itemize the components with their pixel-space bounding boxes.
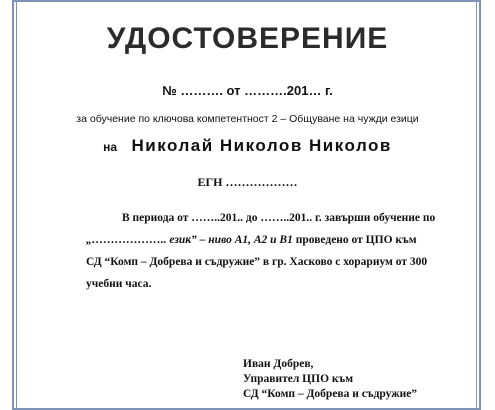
body-line-4: учебни часа. xyxy=(86,278,152,290)
body-line-2 xyxy=(86,229,416,251)
signatory-company: СД “Комп – Добрева и съдружие” xyxy=(243,388,418,400)
page-border-inner xyxy=(16,0,477,410)
signature-block xyxy=(243,357,463,402)
signatory-name: Иван Добрев, xyxy=(243,358,314,370)
egn-line: ЕГН ……………… xyxy=(197,175,298,189)
body-line-3: СД “Комп – Добрева и съдружие” в гр. Хасково с хорариум от 300 xyxy=(86,256,428,268)
signatory-position: Управител ЦПО към xyxy=(243,373,354,385)
recipient-line xyxy=(0,136,495,156)
certificate-number-line: № ………. от ……….201… г. xyxy=(162,83,333,98)
certificate-title: УДОСТОВЕРЕНИЕ xyxy=(106,22,389,55)
recipient-prefix: на xyxy=(103,140,118,154)
body-line-1: В периода от ……..201.. до ……..201.. г. завърши обучение по xyxy=(122,212,436,224)
certificate-body xyxy=(86,207,436,295)
body-line-2-language: „……………….. език” – xyxy=(86,234,209,246)
recipient-name: Николай Николов Николов xyxy=(131,136,392,155)
body-line-2-rest: проведено от ЦПО към xyxy=(292,234,417,246)
body-line-2-level: ниво А1, А2 и В1 xyxy=(208,234,293,246)
certificate-subject: за обучение по ключова компетентност 2 – Общуване на чужди езици xyxy=(76,113,419,125)
